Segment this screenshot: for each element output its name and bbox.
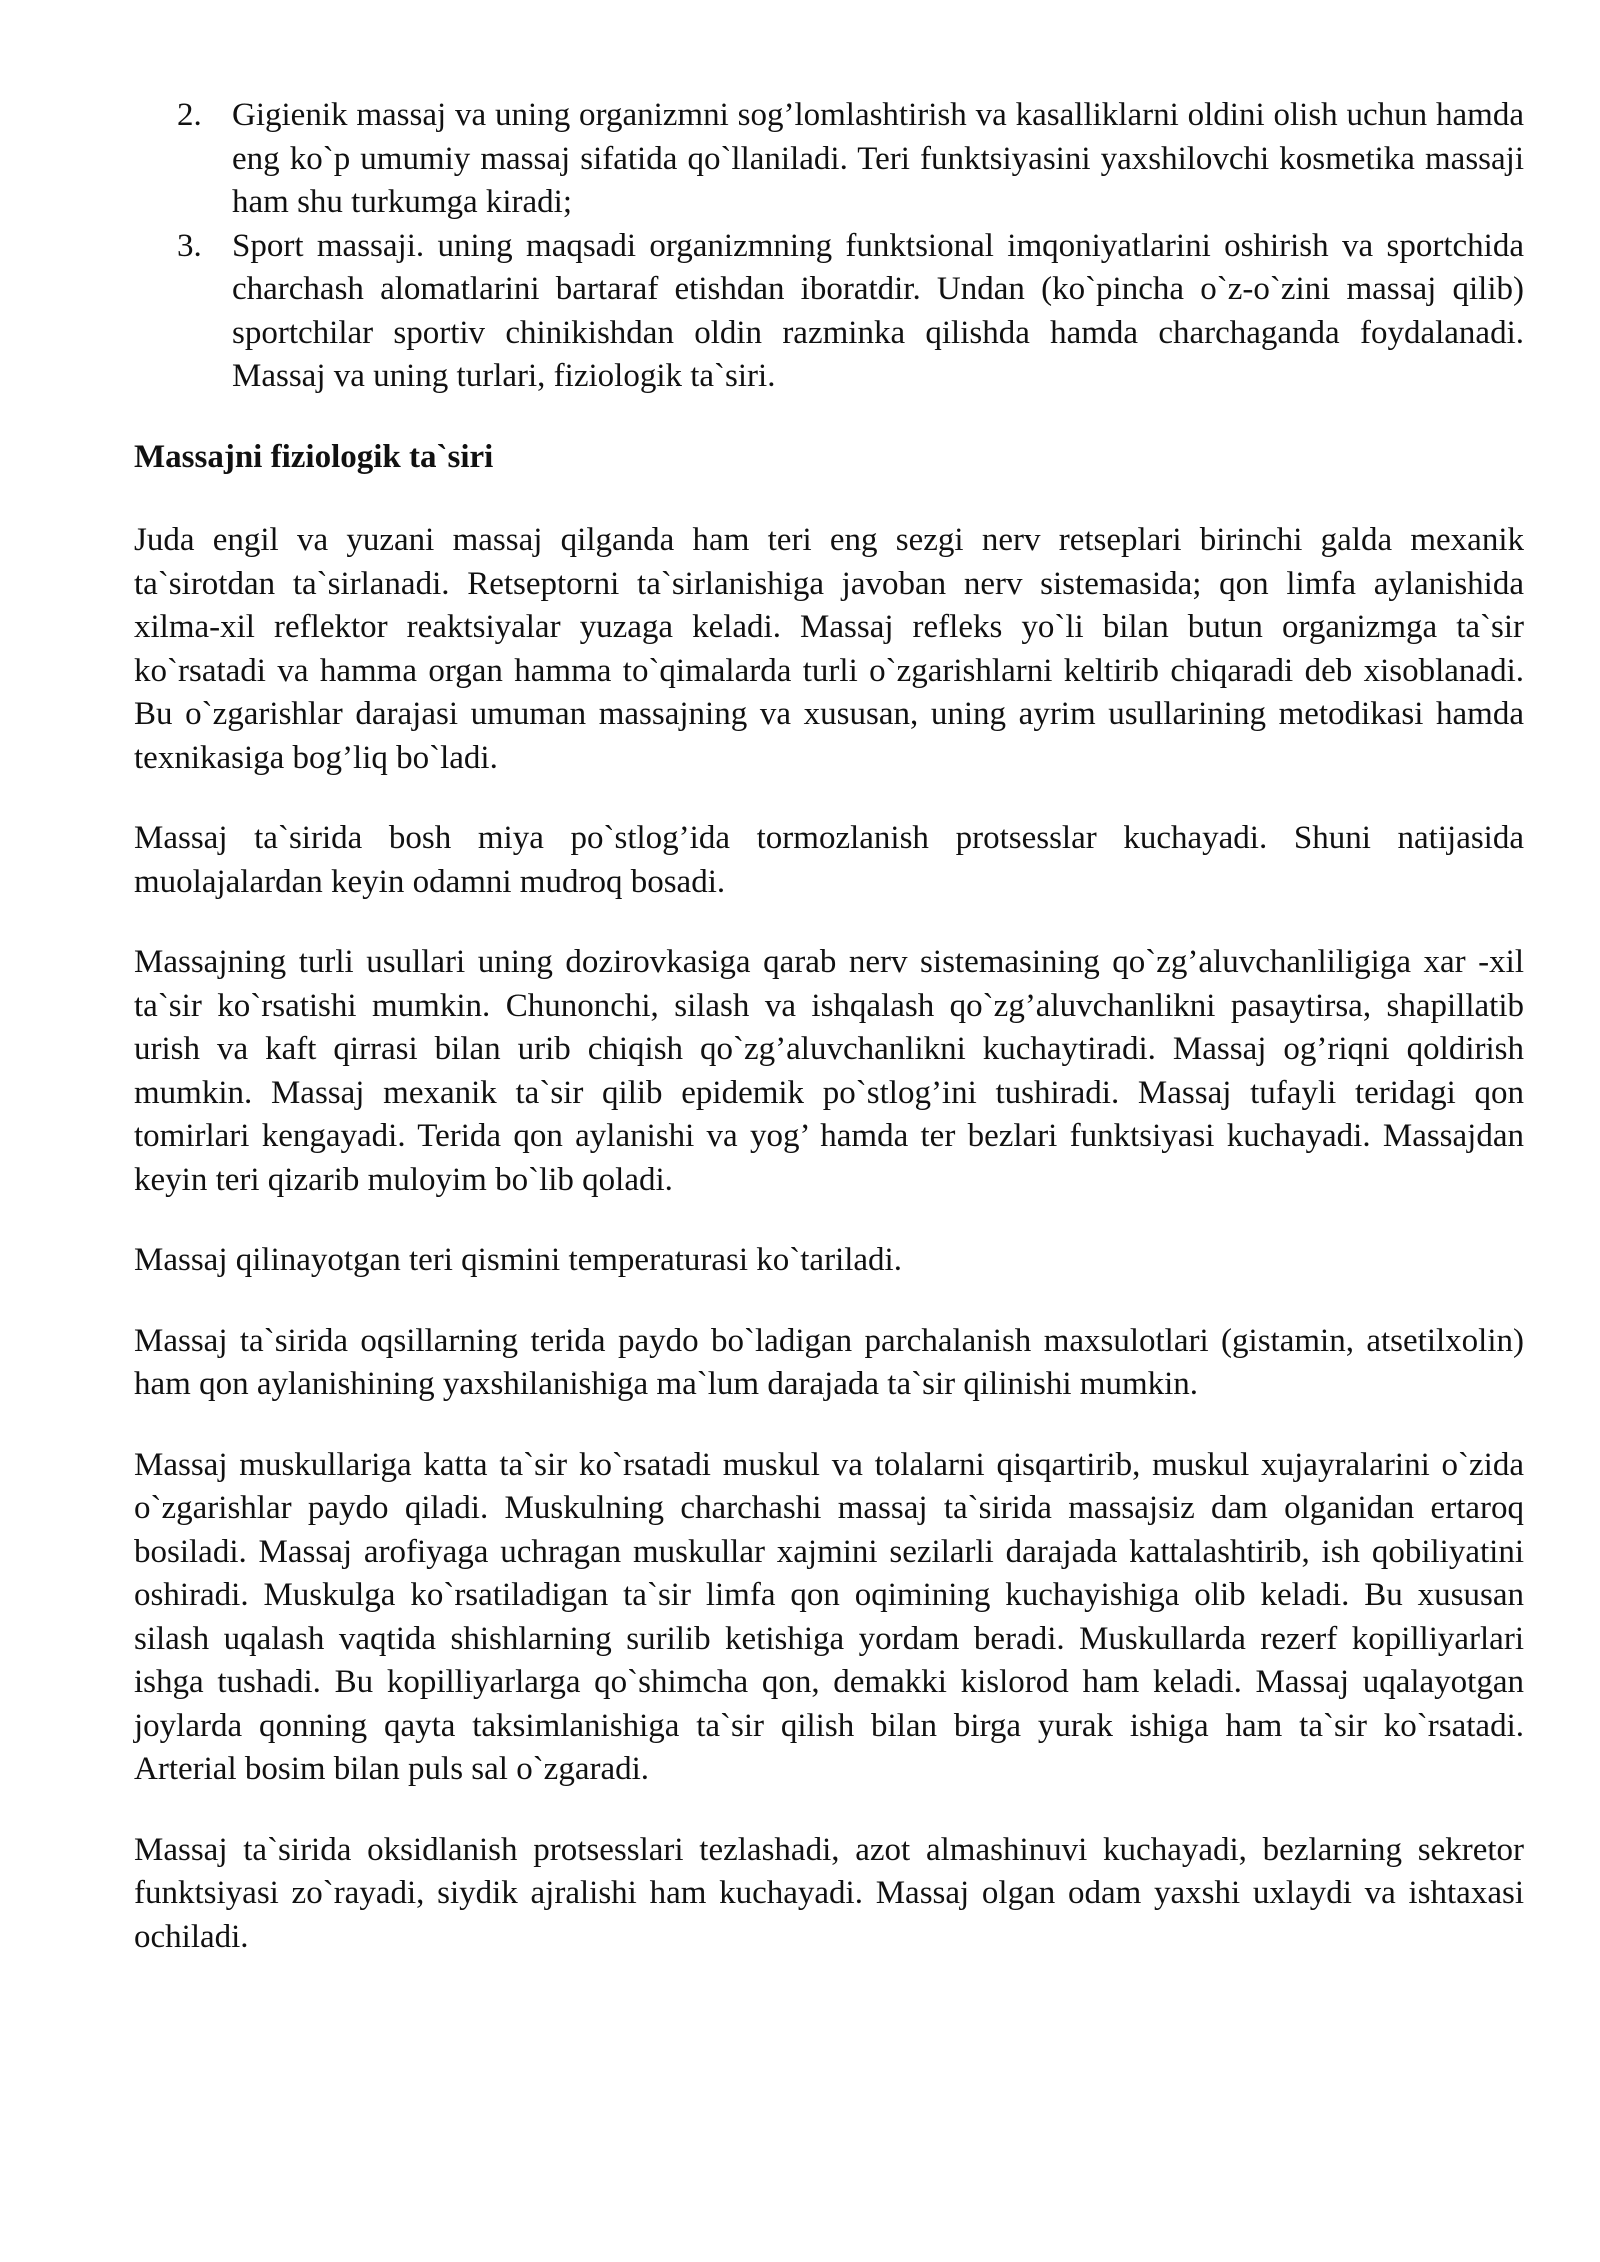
list-item-text: Sport massaji. uning maqsadi organizmning funktsional imqoniyatlarini oshirish va sportchida charchash alomatlarini bartaraf etishdan iboratdir. Undan (ko`pincha o`z-o`zini massaj qilib) sportchilar sportiv chinikishdan oldin razminka qilishda hamda charchaganda foydalanadi. Massaj va uning turlari, fiziologik ta`siri. xyxy=(232,227,1524,394)
paragraph: Massaj ta`sirida oksidlanish protsesslari tezlashadi, azot almashinuvi kuchayadi, bezlarning sekretor funktsiyasi zo`rayadi, siydik ajralishi ham kuchayadi. Massaj olgan odam yaxshi uxlaydi va ishtaxasi ochiladi. xyxy=(134,1831,1524,1955)
list-item xyxy=(177,225,1524,399)
list-item xyxy=(177,94,1524,225)
document-page xyxy=(134,94,1524,1959)
paragraph: Massajning turli usullari uning dozirovkasiga qarab nerv sistemasining qo`zg’aluvchanliligiga xar -xil ta`sir ko`rsatishi mumkin. Chunonchi, silash va ishqalash qo`zg’aluvchanlikni pasaytirsa, shapillatib urish va kaft qirrasi bilan urib chiqish qo`zg’aluvchanlikni kuchaytiradi. Massaj og’riqni qoldirish mumkin. Massaj mexanik ta`sir qilib epidemik po`stlog’ini tushiradi. Massaj tufayli teridagi qon tomirlari kengayadi. Terida qon aylanishi va yog’ hamda ter bezlari funktsiyasi kuchayadi. Massajdan keyin teri qizarib muloyim bo`lib qoladi. xyxy=(134,944,1524,1198)
paragraph: Massaj ta`sirida bosh miya po`stlog’ida tormozlanish protsesslar kuchayadi. Shuni natijasida muolajalardan keyin odamni mudroq bosadi. xyxy=(134,820,1524,900)
paragraph: Massaj muskullariga katta ta`sir ko`rsatadi muskul va tolalarni qisqartirib, muskul xujayralarini o`zida o`zgarishlar paydo qiladi. Muskulning charchashi massaj ta`sirida massajsiz dam olganidan ertaroq bosiladi. Massaj arofiyaga uchragan muskullar xajmini sezilarli darajada kattalashtirib, ish qobiliyatini oshiradi. Muskulga ko`rsatiladigan ta`sir limfa qon oqimining kuchayishiga olib keladi. Bu xususan silash uqalash vaqtida shishlarning surilib ketishiga yordam beradi. Muskullarda rezerf kopilliyarlari ishga tushadi. Bu kopilliyarlarga qo`shimcha qon, demakki kislorod ham keladi. Massaj uqalayotgan joylarda qonning qayta taksimlanishiga ta`sir qilish bilan birga yurak ishiga ham ta`sir ko`rsatadi. Arterial bosim bilan puls sal o`zgaradi. xyxy=(134,1446,1524,1787)
section-heading: Massajni fiziologik ta`siri xyxy=(134,438,494,475)
paragraph: Massaj ta`sirida oqsillarning terida paydo bo`ladigan parchalanish maxsulotlari (gistamin, atsetilxolin) ham qon aylanishining yaxshilanishiga ma`lum darajada ta`sir qilinishi mumkin. xyxy=(134,1322,1524,1402)
list-item-number: 3. xyxy=(177,227,202,264)
paragraph: Massaj qilinayotgan teri qismini temperaturasi ko`tariladi. xyxy=(134,1242,902,1278)
paragraph: Juda engil va yuzani massaj qilganda ham teri eng sezgi nerv retseplari birinchi galda mexanik ta`sirotdan ta`sirlanadi. Retseptorni ta`sirlanishiga javoban nerv sistemasida; qon limfa aylanishida xilma-xil reflektor reaktsiyalar yuzaga keladi. Massaj refleks yo`li bilan butun organizmga ta`sir ko`rsatadi va hamma organ hamma to`qimalarda turli o`zgarishlarni keltirib chiqaradi deb xisoblanadi. Bu o`zgarishlar darajasi umuman massajning va xususan, uning ayrim usullarining metodikasi hamda texnikasiga bog’liq bo`ladi. xyxy=(134,522,1524,776)
list-item-number: 2. xyxy=(177,97,202,133)
list-item-text: Gigienik massaj va uning organizmni sog’lomlashtirish va kasalliklarni oldini olish uchun hamda eng ko`p umumiy massaj sifatida qo`llaniladi. Teri funktsiyasini yaxshilovchi kosmetika massaji ham shu turkumga kiradi; xyxy=(232,97,1524,220)
numbered-list xyxy=(134,94,1524,399)
